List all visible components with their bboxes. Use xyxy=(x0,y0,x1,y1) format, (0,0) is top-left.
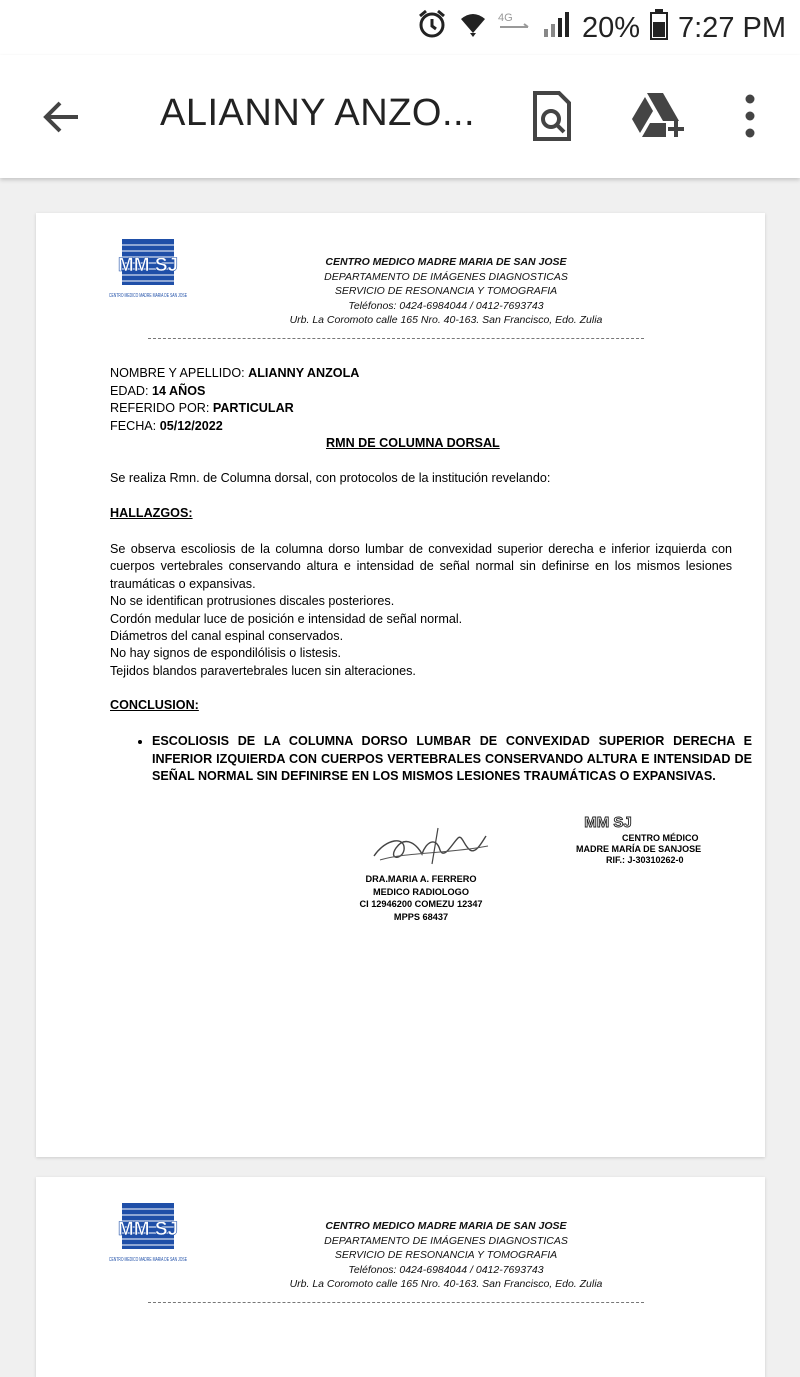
finding-line: Cordón medular luce de posición e intensidad de señal normal. xyxy=(110,611,463,626)
address: Urb. La Coromoto calle 165 Nro. 40-163. San Francisco, Edo. Zulia xyxy=(289,314,603,327)
phones: Teléfonos: 0424-6984044 / 0412-7693743 xyxy=(348,1263,544,1276)
conclusion-item: • ESCOLIOSIS DE LA COLUMNA DORSO LUMBAR DE CONVEXIDAD SUPERIOR DERECHA E INFERIOR IZQUIERDA CON CUERPOS VERTEBRALES CONSERVANDO ALTURA E INTENSIDAD DE SEÑAL NORMAL SIN DEFINIRSE EN LOS MISMOS LESIONES TRAUMÁTICAS O EXPANSIVAS. xyxy=(152,733,752,786)
network-type-icon xyxy=(498,9,532,47)
doctor-signature xyxy=(366,816,496,876)
service: SERVICIO DE RESONANCIA Y TOMOGRAFIA xyxy=(334,285,558,298)
exam-date: 05/12/2022 xyxy=(159,418,223,433)
patient-age-row xyxy=(110,383,359,401)
referred-row xyxy=(110,400,359,418)
letterhead xyxy=(206,1219,686,1292)
battery-icon xyxy=(650,8,668,48)
date-label: FECHA: xyxy=(110,418,160,433)
svg-text:4G: 4G xyxy=(497,12,513,24)
conclusion-list xyxy=(132,733,752,786)
service: SERVICIO DE RESONANCIA Y TOMOGRAFIA xyxy=(334,1249,558,1262)
signal-icon xyxy=(542,9,572,47)
document-page-2[interactable] xyxy=(36,1177,765,1377)
doctor-title: MEDICO RADIOLOGO xyxy=(373,886,469,897)
stamp-monogram: MM SJ xyxy=(584,814,632,831)
conclusion-heading: CONCLUSION: xyxy=(110,698,199,712)
center-name: CENTRO MEDICO MADRE MARIA DE SAN JOSE xyxy=(325,256,567,268)
document-page-1[interactable] xyxy=(36,213,765,1157)
logo-monogram: MM SJ xyxy=(117,255,179,276)
findings-heading: HALLAZGOS: xyxy=(110,506,193,520)
add-to-drive-button[interactable] xyxy=(630,91,686,141)
battery-percent: 20% xyxy=(581,11,640,44)
patient-name: ALIANNY ANZOLA xyxy=(248,366,360,380)
patient-name-row xyxy=(110,365,359,383)
letterhead xyxy=(206,255,686,328)
referred-label: REFERIDO POR: xyxy=(110,401,213,415)
app-bar xyxy=(0,55,800,178)
finding-line: Se observa escoliosis de la columna dorso lumbar de convexidad superior derecha e inferior izquierda con cuerpos vertebrales conservando altura e intensidad de señal normal sin definirse en los mismos lesiones traumáticas o expansivas. xyxy=(110,542,732,591)
wifi-icon xyxy=(458,9,488,47)
phones: Teléfonos: 0424-6984044 / 0412-7693743 xyxy=(348,299,544,312)
logo-monogram: MM SJ xyxy=(117,1219,179,1240)
stamp-line3: RIF.: J-30310262-0 xyxy=(606,855,684,865)
center-name: CENTRO MEDICO MADRE MARIA DE SAN JOSE xyxy=(325,1220,567,1232)
drive-add-icon xyxy=(630,91,686,141)
name-label: NOMBRE Y APELLIDO: xyxy=(110,366,249,380)
finding-line: Tejidos blandos paravertebrales lucen sin alteraciones. xyxy=(110,663,416,678)
intro-text: Se realiza Rmn. de Columna dorsal, con protocolos de la institución revelando: xyxy=(110,471,551,485)
doctor-mpps: MPPS 68437 xyxy=(393,911,449,922)
logo-caption: CENTRO MEDICO MADRE MARIA DE SAN JOSE xyxy=(109,1257,188,1263)
finding-line: No se identifican protrusiones discales posteriores. xyxy=(110,594,395,609)
date-row xyxy=(110,418,359,436)
document-search-icon xyxy=(527,90,577,144)
referred-by: PARTICULAR xyxy=(212,401,294,415)
clock: 7:27 PM xyxy=(678,11,786,44)
stamp-line2: MADRE MARÍA DE SANJOSE xyxy=(576,844,702,854)
address: Urb. La Coromoto calle 165 Nro. 40-163. San Francisco, Edo. Zulia xyxy=(289,1278,603,1291)
finding-line: Diámetros del canal espinal conservados. xyxy=(110,629,344,644)
find-in-document-button[interactable] xyxy=(527,90,577,144)
doctor-name: DRA.MARIA A. FERRERO xyxy=(365,874,477,884)
clinic-logo xyxy=(108,1201,188,1275)
clinic-logo xyxy=(108,237,188,311)
doctor-block xyxy=(336,873,506,923)
department: DEPARTAMENTO DE IMÁGENES DIAGNOSTICAS xyxy=(324,270,568,283)
study-title: RMN DE COLUMNA DORSAL xyxy=(326,436,500,450)
alarm-icon xyxy=(416,8,448,48)
letterhead-divider xyxy=(148,338,644,339)
clinic-stamp xyxy=(576,833,711,866)
more-options-button[interactable] xyxy=(732,91,768,141)
patient-age: 14 AÑOS xyxy=(152,383,206,398)
findings xyxy=(110,541,732,680)
patient-info xyxy=(110,365,359,435)
letterhead-divider xyxy=(148,1302,644,1303)
back-button[interactable] xyxy=(38,93,86,141)
stamp-line1: CENTRO MÉDICO xyxy=(622,833,699,843)
finding-line: No hay signos de espondilólisis o listesis. xyxy=(110,646,342,661)
more-vert-icon xyxy=(732,91,768,141)
age-label: EDAD: xyxy=(110,383,152,398)
arrow-left-icon xyxy=(38,93,86,141)
doctor-ids: CI 12946200 COMEZU 12347 xyxy=(359,899,483,910)
document-title: ALIANNY ANZO... xyxy=(160,92,476,134)
status-bar xyxy=(0,0,800,55)
logo-caption: CENTRO MEDICO MADRE MARIA DE SAN JOSE xyxy=(109,293,188,299)
department: DEPARTAMENTO DE IMÁGENES DIAGNOSTICAS xyxy=(324,1234,568,1247)
